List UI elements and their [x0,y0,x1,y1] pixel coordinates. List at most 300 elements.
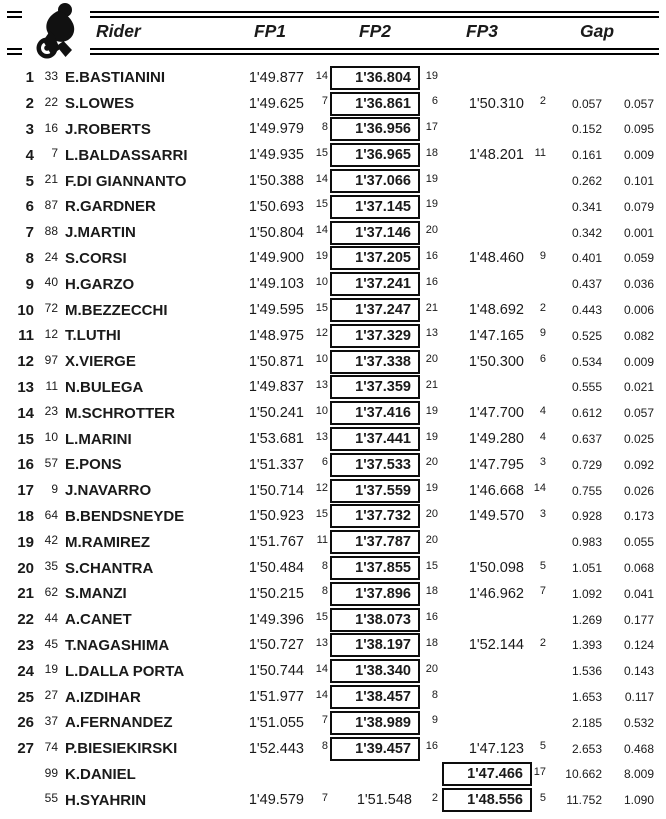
fp3-lap-count: 5 [539,791,546,804]
rider-name: T.NAGASHIMA [65,636,170,654]
fp1-lap-count: 14 [315,172,328,185]
gap-to-leader: 0.161 [571,148,602,163]
fp1-time: 1'51.055 [248,714,304,731]
fp2-time: 1'37.787 [330,530,420,554]
fp3-lap-count [524,117,546,122]
fp1-lap-count: 15 [315,146,328,159]
fp2-time: 1'38.197 [330,633,420,657]
fp3-time-cell [438,586,524,602]
fp2-time-cell [328,556,420,580]
header-rule-top-1 [7,11,659,13]
position: 17 [17,482,34,500]
table-row [10,220,666,246]
fp2-time-cell [328,737,420,761]
fp3-time-cell [438,637,524,653]
fp2-time: 1'37.359 [330,375,420,399]
fp2-time-cell [328,427,420,451]
fp2-time-cell [328,92,420,116]
fp1-lap-count [304,762,328,767]
fp2-time: 1'37.441 [330,427,420,451]
fp3-lap-count [524,65,546,70]
gap-to-leader: 0.525 [571,328,602,343]
rider-name: H.GARZO [65,275,135,293]
fp1-time: 1'49.625 [248,95,304,112]
fp3-lap-count [524,658,546,663]
rider-name: A.FERNANDEZ [65,714,173,732]
fp1-time: 1'50.241 [248,405,304,422]
rider-name: H.SYAHRIN [65,791,147,809]
fp2-time: 1'51.548 [356,792,412,809]
fp1-lap-count: 7 [321,791,328,804]
rider-name: N.BULEGA [65,378,144,396]
fp3-time: 1'50.310 [468,95,524,112]
position: 10 [17,301,34,319]
gap-interval: 0.092 [623,457,654,472]
fp3-time-cell [438,328,524,344]
rider-number: 19 [44,662,58,677]
fp2-time: 1'37.416 [330,401,420,425]
rider-name: L.BALDASSARRI [65,146,188,164]
rider-number: 40 [44,275,58,290]
fp2-time: 1'38.340 [330,659,420,683]
gap-to-leader: 0.152 [571,122,602,137]
fp2-lap-count: 21 [425,379,438,392]
fp3-time-cell [438,788,524,812]
fp2-lap-count: 20 [425,224,438,237]
fp2-time-cell [328,792,420,808]
fp3-time-cell [438,741,524,757]
rider-name: S.MANZI [65,585,127,603]
fp1-time: 1'49.877 [248,69,304,86]
table-row [10,117,666,143]
fp1-time: 1'50.484 [248,560,304,577]
fp2-lap-count [420,762,438,767]
fp3-time-cell [438,354,524,370]
column-header-fp3: FP3 [465,21,499,41]
fp2-lap-count: 19 [425,404,438,417]
gap-interval: 0.026 [623,483,654,498]
gap-to-leader: 1.536 [571,664,602,679]
column-header-fp2: FP2 [358,21,392,41]
gap-to-leader: 1.269 [571,612,602,627]
fp2-lap-count: 20 [425,662,438,675]
fp2-time: 1'37.732 [330,504,420,528]
gap-to-leader: 0.443 [571,303,602,318]
gap-interval: 0.057 [623,406,654,421]
fp2-time-cell [328,685,420,709]
position: 11 [18,327,34,345]
fp2-time: 1'37.533 [330,453,420,477]
rider-name: M.SCHROTTER [65,404,175,422]
position: 2 [25,95,34,113]
position: 3 [25,120,34,138]
gap-interval: 0.468 [623,741,654,756]
fp2-lap-count: 18 [425,637,438,650]
rider-number: 12 [44,326,58,341]
table-row [10,271,666,297]
fp2-time: 1'36.804 [330,66,420,90]
position: 12 [17,353,34,371]
fp3-lap-count [524,529,546,534]
fp2-time: 1'36.956 [330,117,420,141]
fp2-time: 1'37.896 [330,582,420,606]
fp1-time: 1'52.443 [248,740,304,757]
rider-number: 7 [51,146,58,161]
rider-name: B.BENDSNEYDE [65,507,185,525]
fp2-time: 1'37.066 [330,169,420,193]
rider-name: L.DALLA PORTA [65,662,185,680]
table-header [0,0,666,62]
gap-interval: 0.001 [623,225,654,240]
fp3-time: 1'50.300 [468,353,524,370]
position: 1 [25,69,34,87]
gap-interval: 0.082 [623,328,654,343]
table-row [10,452,666,478]
gap-to-leader: 0.928 [571,509,602,524]
fp1-lap-count: 13 [315,637,328,650]
gap-interval: 0.021 [623,380,654,395]
rider-name: S.LOWES [65,95,135,113]
gap-to-leader: 2.653 [571,741,602,756]
fp2-lap-count: 16 [425,611,438,624]
table-row [10,426,666,452]
fp2-time: 1'38.989 [330,711,420,735]
fp2-lap-count: 20 [425,456,438,469]
rider-number: 21 [44,172,58,187]
fp3-lap-count: 6 [539,353,546,366]
fp3-time: 1'49.570 [468,508,524,525]
fp1-lap-count: 13 [315,430,328,443]
gap-interval: 0.036 [623,277,654,292]
fp2-time-cell [328,401,420,425]
fp2-time-cell [328,298,420,322]
table-row [10,736,666,762]
fp2-time-cell [328,711,420,735]
fp2-time: 1'37.855 [330,556,420,580]
fp2-time-cell [328,453,420,477]
fp1-lap-count: 8 [321,559,328,572]
position: 23 [17,636,34,654]
fp2-time-cell [328,143,420,167]
table-row [10,684,666,710]
fp3-time: 1'48.692 [468,302,524,319]
fp1-lap-count: 15 [315,198,328,211]
table-row [10,142,666,168]
gap-to-leader: 1.051 [571,561,602,576]
gap-to-leader: 0.341 [571,199,602,214]
fp3-time-cell [438,508,524,524]
fp1-lap-count: 8 [321,585,328,598]
position: 20 [17,559,34,577]
table-row [10,581,666,607]
rider-name: M.BEZZECCHI [65,301,168,319]
rider-number: 37 [44,713,58,728]
gap-to-leader: 11.752 [566,793,602,808]
rider-name: J.ROBERTS [65,120,151,138]
fp1-lap-count: 8 [321,740,328,753]
fp2-time-cell [328,375,420,399]
fp3-time: 1'52.144 [468,637,524,654]
table-row [10,91,666,117]
fp3-time-cell [438,483,524,499]
fp2-lap-count: 18 [425,146,438,159]
fp1-lap-count: 14 [315,69,328,82]
table-row [10,658,666,684]
fp2-time: 1'37.241 [330,272,420,296]
fp2-lap-count: 19 [425,198,438,211]
column-header-fp1: FP1 [253,21,287,41]
position: 5 [25,172,34,190]
table-row [10,633,666,659]
rider-number: 42 [44,533,58,548]
fp2-time-cell [328,350,420,374]
fp1-time: 1'50.388 [248,173,304,190]
fp3-lap-count: 3 [539,508,546,521]
fp3-lap-count: 2 [539,301,546,314]
fp2-time: 1'39.457 [330,737,420,761]
fp2-time-cell [328,195,420,219]
fp1-time: 1'49.595 [248,302,304,319]
gap-interval: 0.079 [623,199,654,214]
gap-interval: 0.009 [623,354,654,369]
fp2-lap-count: 19 [425,430,438,443]
fp3-lap-count: 5 [539,740,546,753]
rider-number: 87 [44,197,58,212]
motorcycle-racer-icon [22,0,90,61]
table-row [10,400,666,426]
rider-number: 16 [44,120,58,135]
fp2-lap-count: 2 [431,791,438,804]
fp2-lap-count: 19 [425,172,438,185]
fp3-lap-count [524,375,546,380]
fp1-time: 1'49.979 [248,121,304,138]
fp3-lap-count: 7 [539,585,546,598]
fp1-time: 1'50.727 [248,637,304,654]
fp3-time: 1'48.460 [468,250,524,267]
fp2-lap-count: 17 [425,121,438,134]
fp2-lap-count: 8 [431,688,438,701]
fp2-time-cell [328,479,420,503]
fp1-time: 1'49.396 [248,611,304,628]
table-row [10,504,666,530]
fp3-lap-count: 11 [534,146,546,159]
results-table-body [0,62,666,813]
fp2-time-cell [328,324,420,348]
gap-interval: 0.068 [623,561,654,576]
fp3-lap-count [524,220,546,225]
rider-number: 44 [44,610,58,625]
fp3-lap-count: 2 [539,637,546,650]
fp2-time-cell [328,504,420,528]
rider-number: 99 [44,765,58,780]
rider-name: A.IZDIHAR [65,688,141,706]
fp1-lap-count: 7 [321,95,328,108]
fp3-time: 1'48.556 [442,788,532,812]
fp3-lap-count: 2 [539,95,546,108]
rider-name: E.PONS [65,456,122,474]
fp3-time: 1'48.201 [468,147,524,164]
table-row [10,349,666,375]
gap-to-leader: 0.057 [571,96,602,111]
fp3-time-cell [438,431,524,447]
fp3-lap-count [524,271,546,276]
table-row [10,168,666,194]
fp2-time-cell [328,582,420,606]
fp2-time: 1'37.559 [330,479,420,503]
fp2-time: 1'36.965 [330,143,420,167]
position: 9 [25,275,34,293]
rider-number: 97 [44,352,58,367]
position: 24 [17,662,34,680]
fp3-time: 1'46.668 [468,482,524,499]
rider-name: E.BASTIANINI [65,69,166,87]
rider-number: 35 [44,559,58,574]
fp3-time-cell [438,302,524,318]
fp3-lap-count [524,168,546,173]
fp2-time-cell [328,117,420,141]
table-row [10,375,666,401]
position: 7 [25,224,34,242]
fp1-lap-count: 10 [315,404,328,417]
gap-interval: 1.090 [623,793,654,808]
fp2-time: 1'37.145 [330,195,420,219]
position: 19 [17,533,34,551]
rider-name: F.DI GIANNANTO [65,172,187,190]
table-row [10,194,666,220]
fp2-time-cell [328,608,420,632]
table-row [10,323,666,349]
fp3-time-cell [438,457,524,473]
fp3-time: 1'47.795 [468,456,524,473]
fp3-time-cell [438,405,524,421]
gap-interval: 0.025 [623,432,654,447]
fp3-lap-count: 14 [533,482,546,495]
gap-to-leader: 0.555 [571,380,602,395]
table-row [10,787,666,813]
gap-interval: 0.006 [623,303,654,318]
fp3-time-cell [438,147,524,163]
fp1-lap-count: 14 [315,662,328,675]
fp1-time: 1'50.871 [248,353,304,370]
fp2-time: 1'38.457 [330,685,420,709]
position: 26 [17,714,34,732]
fp3-lap-count: 5 [539,559,546,572]
fp2-time: 1'37.146 [330,221,420,245]
fp1-lap-count: 12 [315,327,328,340]
fp3-lap-count [524,684,546,689]
fp3-lap-count [524,194,546,199]
fp1-lap-count: 11 [316,533,328,546]
gap-to-leader: 0.729 [571,457,602,472]
fp1-time: 1'49.579 [248,792,304,809]
fp1-time: 1'50.215 [248,585,304,602]
fp2-lap-count: 15 [425,559,438,572]
fp1-lap-count: 15 [315,301,328,314]
fp3-time: 1'47.123 [468,740,524,757]
fp1-time: 1'49.900 [248,250,304,267]
rider-name: K.DANIEL [65,765,136,783]
gap-to-leader: 10.662 [565,767,602,782]
fp2-time-cell [328,246,420,270]
fp2-time-cell [328,66,420,90]
fp3-lap-count: 9 [539,250,546,263]
gap-to-leader: 0.534 [571,354,602,369]
fp1-time: 1'50.744 [248,663,304,680]
fp3-time: 1'49.280 [468,431,524,448]
fp3-time-cell [438,96,524,112]
position: 6 [25,198,34,216]
fp1-time: 1'53.681 [248,431,304,448]
gap-interval: 0.009 [623,148,654,163]
fp3-time: 1'47.165 [468,327,524,344]
position: 21 [17,585,34,603]
rider-number: 33 [44,69,58,83]
fp1-lap-count: 8 [321,121,328,134]
rider-number: 10 [44,430,58,445]
gap-interval: 0.177 [623,612,654,627]
rider-number: 55 [44,791,58,806]
position: 13 [17,378,34,396]
fp2-lap-count: 18 [425,585,438,598]
gap-to-leader: 0.401 [571,251,602,266]
gap-interval: 0.057 [623,96,654,111]
fp3-lap-count: 3 [539,456,546,469]
rider-number: 22 [44,94,58,109]
fp2-time: 1'37.247 [330,298,420,322]
rider-name: M.RAMIREZ [65,533,150,551]
fp2-time: 1'36.861 [330,92,420,116]
fp1-time: 1'51.337 [248,456,304,473]
gap-to-leader: 0.612 [571,406,602,421]
table-row [10,762,666,788]
table-row [10,478,666,504]
rider-name: L.MARINI [65,430,132,448]
fp1-time: 1'51.767 [248,534,304,551]
fp2-time: 1'37.205 [330,246,420,270]
gap-to-leader: 2.185 [571,715,602,730]
fp1-lap-count: 6 [321,456,328,469]
position: 25 [17,688,34,706]
rider-number: 64 [44,507,58,522]
gap-interval: 0.117 [624,690,654,705]
rider-number: 57 [44,455,58,470]
position: 14 [17,404,34,422]
fp3-time: 1'50.098 [468,560,524,577]
gap-to-leader: 0.637 [571,432,602,447]
gap-interval: 0.532 [623,715,654,730]
gap-to-leader: 0.755 [571,483,602,498]
position: 16 [17,456,34,474]
fp3-lap-count [524,710,546,715]
fp1-lap-count: 15 [315,508,328,521]
position: 18 [17,507,34,525]
rider-number: 74 [44,739,58,754]
rider-name: T.LUTHI [65,327,121,345]
fp2-lap-count: 20 [425,353,438,366]
gap-to-leader: 1.393 [571,638,602,653]
fp1-time: 1'50.714 [248,482,304,499]
gap-interval: 0.059 [623,251,654,266]
fp2-time-cell [328,221,420,245]
gap-to-leader: 0.342 [571,225,602,240]
fp1-lap-count: 14 [315,224,328,237]
rider-name: P.BIESIEKIRSKI [65,740,178,758]
position: 4 [25,146,34,164]
fp3-time-cell [438,560,524,576]
rider-number: 62 [44,584,58,599]
rider-name: R.GARDNER [65,198,156,216]
position: 27 [17,740,34,758]
